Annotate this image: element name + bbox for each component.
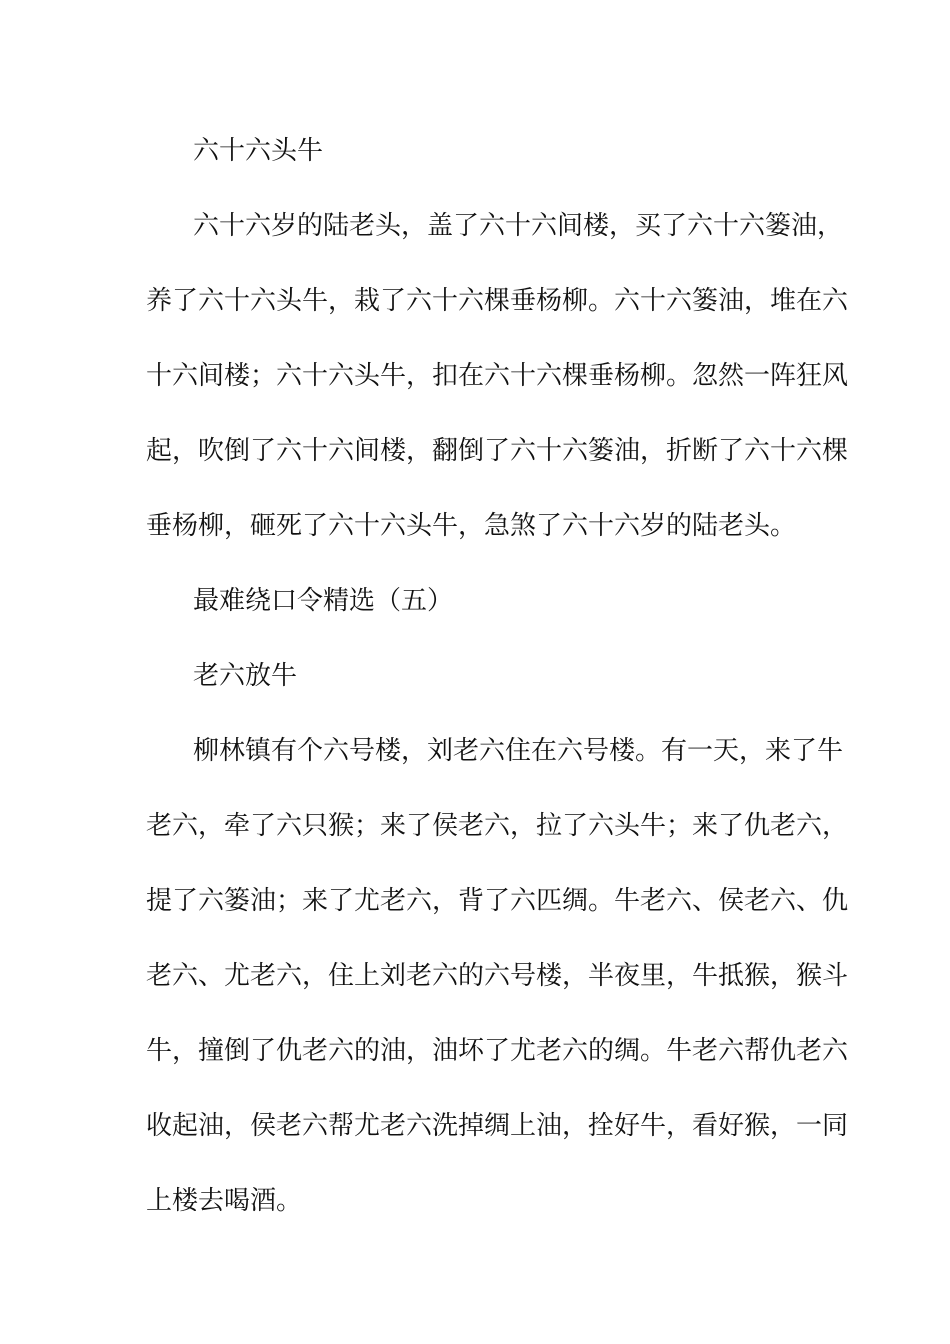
paragraph-line: 垂杨柳，砸死了六十六头牛，急煞了六十六岁的陆老头。 <box>146 511 797 541</box>
title-line: 六十六头牛 <box>193 136 324 166</box>
paragraph-line: 柳林镇有个六号楼，刘老六住在六号楼。有一天，来了牛 <box>193 736 844 766</box>
paragraph-line: 老六，牵了六只猴；来了侯老六，拉了六头牛；来了仇老六， <box>146 811 849 841</box>
paragraph-line: 老六、尤老六，住上刘老六的六号楼，半夜里，牛抵猴，猴斗 <box>146 961 849 991</box>
section-heading: 最难绕口令精选（五） <box>193 586 454 616</box>
paragraph-line: 起，吹倒了六十六间楼，翻倒了六十六篓油，折断了六十六棵 <box>146 436 849 466</box>
paragraph-line: 收起油，侯老六帮尤老六洗掉绸上油，拴好牛，看好猴，一同 <box>146 1111 849 1141</box>
paragraph-line: 十六间楼；六十六头牛，扣在六十六棵垂杨柳。忽然一阵狂风 <box>146 361 849 391</box>
paragraph-line: 六十六岁的陆老头，盖了六十六间楼，买了六十六篓油， <box>193 211 844 241</box>
paragraph-line: 牛，撞倒了仇老六的油，油坏了尤老六的绸。牛老六帮仇老六 <box>146 1036 849 1066</box>
paragraph-line: 提了六篓油；来了尤老六，背了六匹绸。牛老六、侯老六、仇 <box>146 886 849 916</box>
title-line: 老六放牛 <box>193 661 298 691</box>
paragraph-line: 养了六十六头牛，栽了六十六棵垂杨柳。六十六篓油，堆在六 <box>146 286 849 316</box>
paragraph-line: 上楼去喝酒。 <box>146 1186 303 1216</box>
